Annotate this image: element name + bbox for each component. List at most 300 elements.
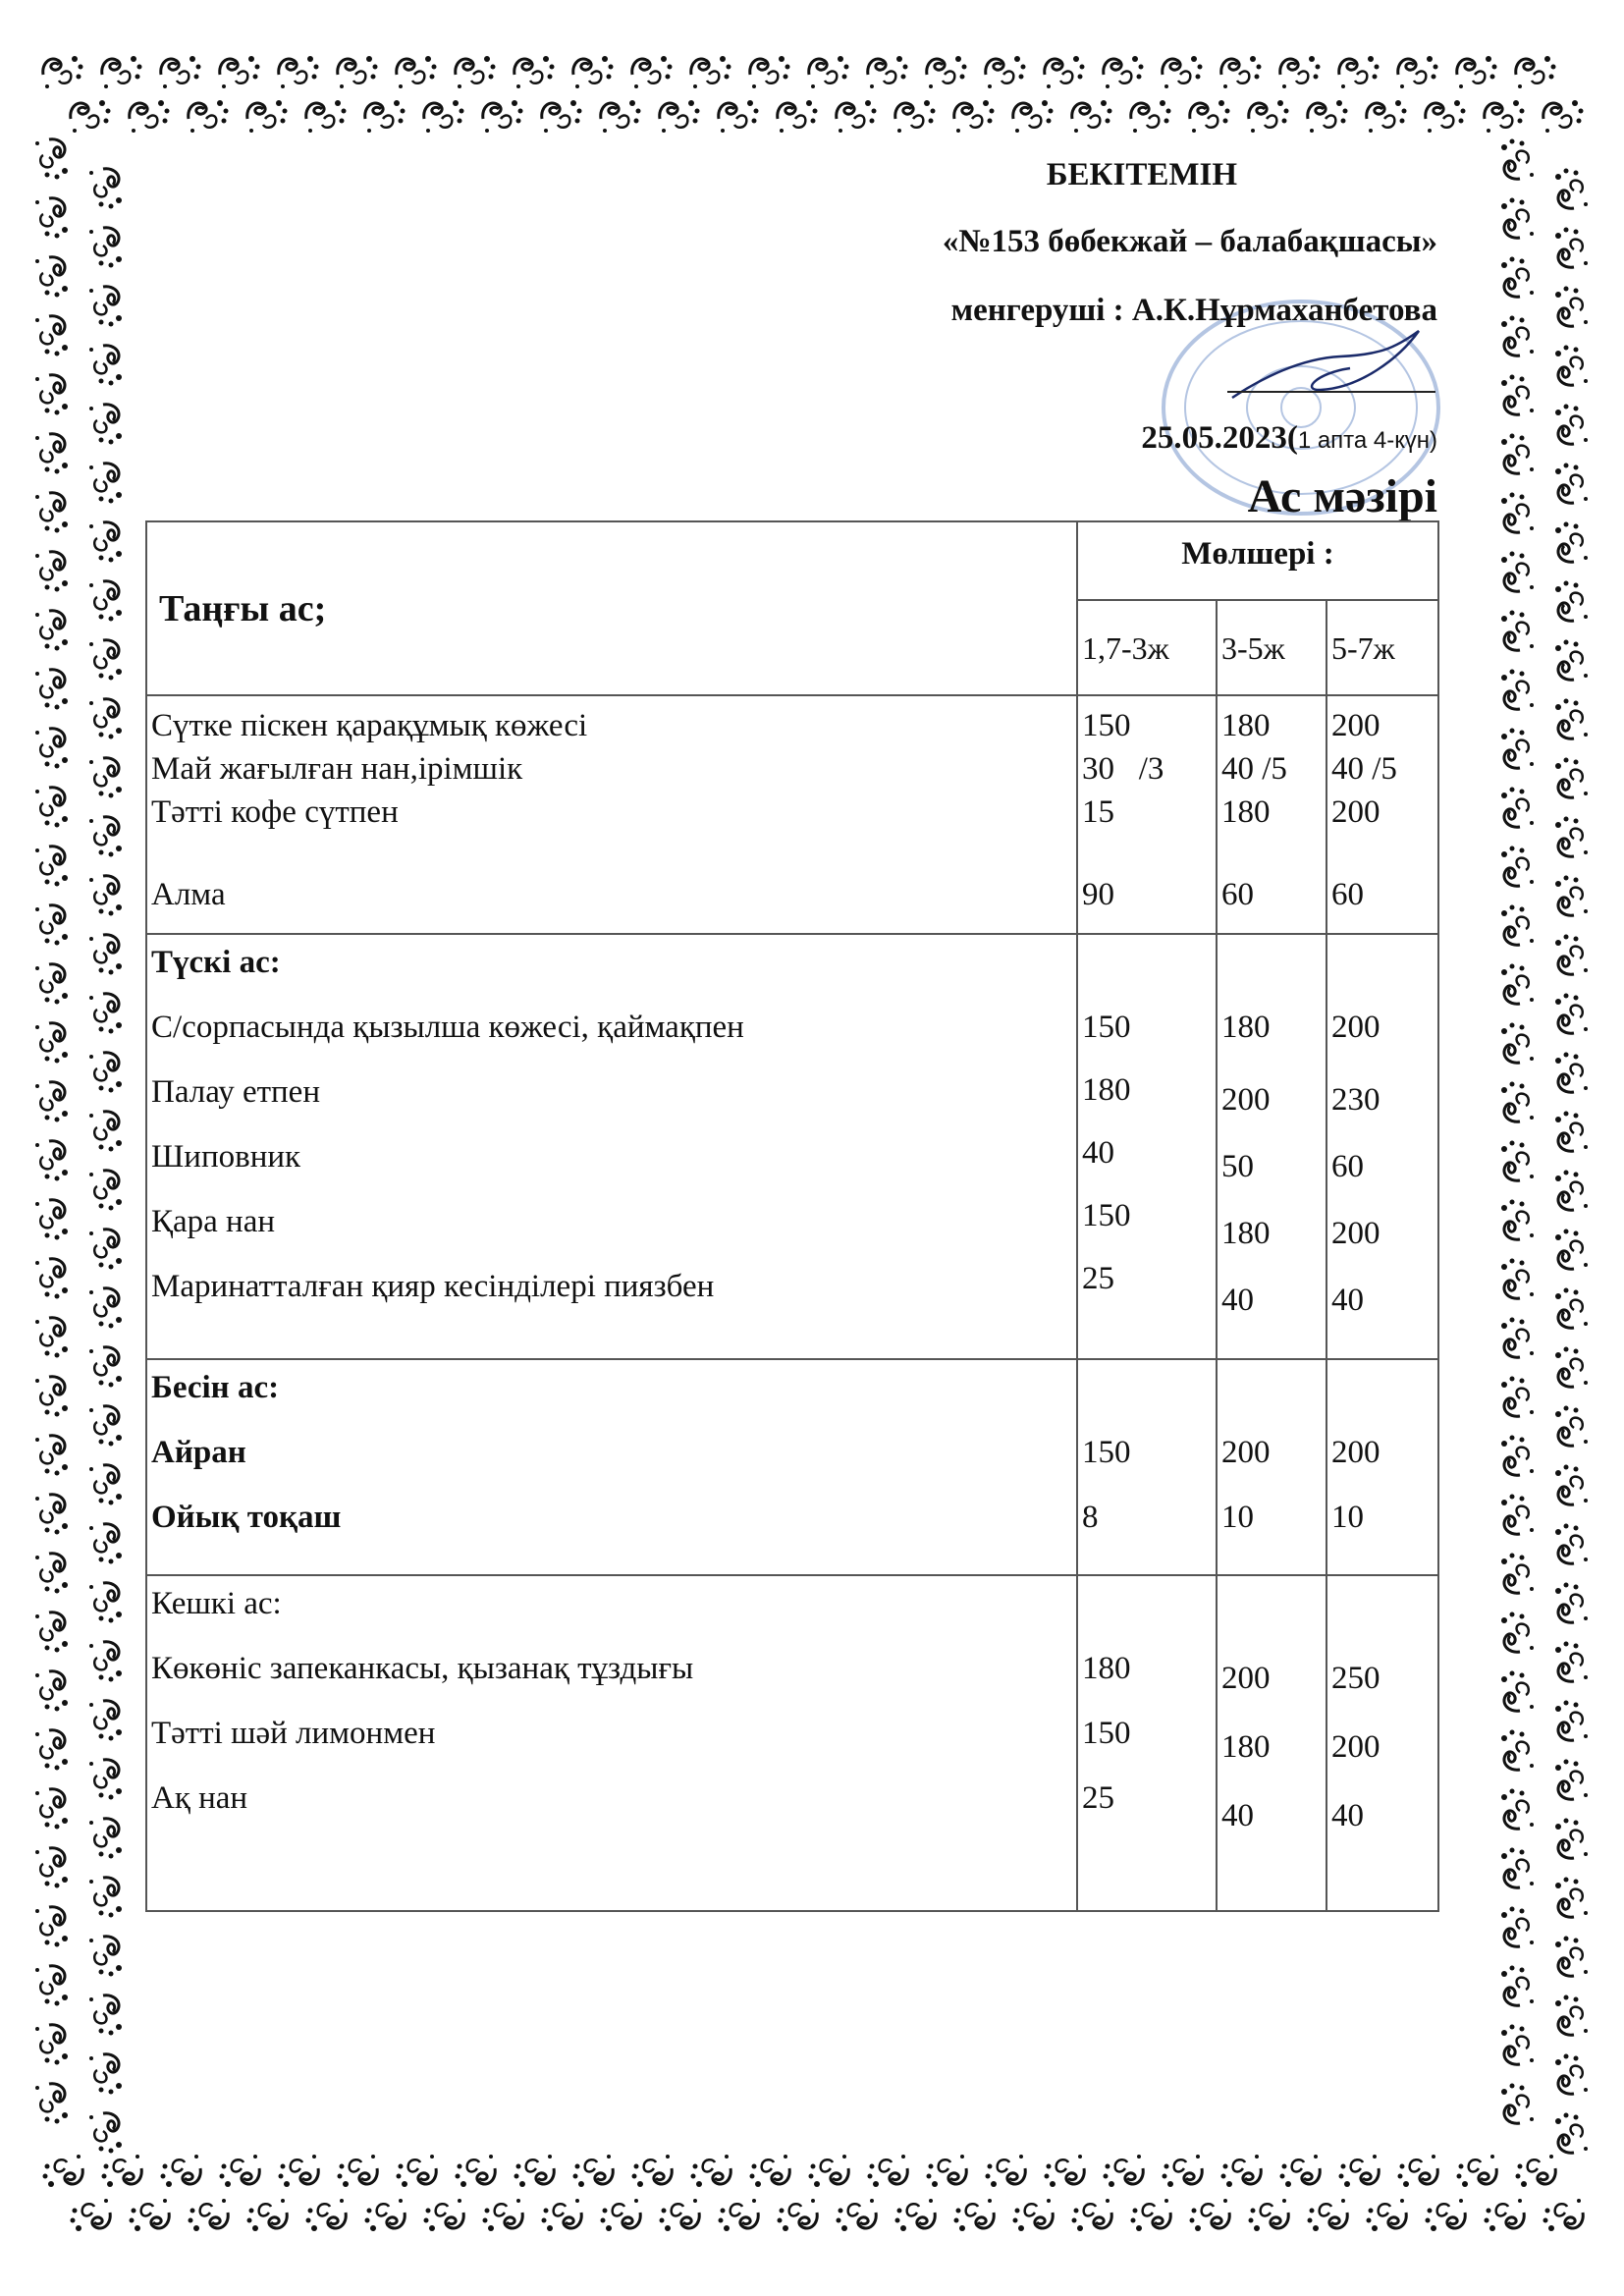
border-ornament — [1249, 2199, 1289, 2231]
signature — [1222, 319, 1448, 417]
border-ornament — [89, 1524, 122, 1564]
amount: 40 — [1331, 1283, 1364, 1318]
approve-label: БЕКІТЕМІН — [1046, 157, 1237, 192]
border-ornament — [1501, 1613, 1534, 1653]
border-ornament — [35, 198, 68, 239]
border-ornament — [247, 2199, 288, 2231]
border-ornament — [1457, 56, 1497, 88]
border-ornament — [71, 100, 111, 133]
breakfast-header: Таңғы ас; — [146, 521, 1077, 695]
border-ornament — [660, 100, 700, 133]
kindergarten-name: «№153 бөбекжай – балабақшасы» — [942, 224, 1437, 259]
border-ornament — [35, 1907, 68, 1947]
amount: 10 — [1221, 1500, 1254, 1535]
border-ornament — [35, 1554, 68, 1594]
amount: 250 — [1331, 1661, 1380, 1696]
border-ornament — [35, 493, 68, 533]
border-ornament — [1013, 100, 1054, 133]
border-ornament — [89, 699, 122, 739]
border-ornament — [35, 1082, 68, 1122]
amount: 230 — [1331, 1082, 1380, 1118]
amount: 180 — [1221, 708, 1271, 743]
border-ornament — [1485, 2199, 1525, 2231]
amount: 40 — [1221, 1283, 1254, 1318]
amount: 150 — [1082, 708, 1131, 743]
border-ornament — [1555, 228, 1588, 268]
border-ornament — [35, 729, 68, 769]
border-ornament — [1555, 1701, 1588, 1741]
border-ornament — [632, 2155, 673, 2187]
amount: 200 — [1331, 794, 1380, 830]
border-ornament — [1555, 2113, 1588, 2154]
border-ornament — [1249, 100, 1289, 133]
dinner-header: Кешкі ас: — [151, 1586, 282, 1621]
amount: 90 — [1082, 877, 1114, 912]
border-ornament — [1555, 1937, 1588, 1977]
border-ornament — [632, 56, 673, 88]
border-ornament — [1501, 1554, 1534, 1594]
border-ornament — [424, 2199, 464, 2231]
amount: 25 — [1082, 1261, 1114, 1296]
border-ornament — [1339, 56, 1380, 88]
menu-date — [1141, 420, 1437, 457]
border-ornament — [1555, 1524, 1588, 1564]
border-ornament — [89, 1583, 122, 1623]
border-ornament — [1280, 56, 1321, 88]
border-ornament — [542, 100, 582, 133]
border-ornament — [89, 1347, 122, 1388]
lunch-amounts-1 — [1077, 934, 1217, 1359]
border-ornament — [837, 100, 877, 133]
border-ornament — [1457, 2155, 1497, 2187]
amount: 10 — [1331, 1500, 1364, 1535]
border-ornament — [927, 2155, 967, 2187]
border-ornament — [868, 2155, 908, 2187]
border-ornament — [1555, 817, 1588, 857]
border-ornament — [1501, 729, 1534, 769]
border-ornament — [279, 56, 319, 88]
border-ornament — [220, 56, 260, 88]
amount: 200 — [1221, 1435, 1271, 1470]
border-ornament — [1555, 1112, 1588, 1152]
dinner-amounts-2 — [1217, 1575, 1326, 1911]
border-ornament — [1501, 1966, 1534, 2006]
border-ornament — [1013, 2199, 1054, 2231]
amount: 60 — [1331, 877, 1364, 912]
border-ornament — [1501, 670, 1534, 710]
amount: 180 — [1221, 794, 1271, 830]
border-ornament — [1555, 1288, 1588, 1329]
border-ornament — [35, 139, 68, 180]
border-ornament — [954, 2199, 995, 2231]
border-ornament — [43, 56, 83, 88]
list-item: Маринатталған қияр кесінділері пиязбен — [151, 1269, 715, 1304]
list-item: Тәтті кофе сүтпен — [151, 794, 399, 830]
border-ornament — [1555, 581, 1588, 622]
breakfast-items — [146, 695, 1077, 934]
border-ornament — [220, 2155, 260, 2187]
border-ornament — [1501, 1730, 1534, 1771]
border-ornament — [35, 1966, 68, 2006]
border-ornament — [1516, 2155, 1556, 2187]
border-ornament — [1104, 56, 1144, 88]
border-ornament — [573, 2155, 614, 2187]
border-ornament — [365, 2199, 406, 2231]
border-ornament — [1555, 1583, 1588, 1623]
border-ornament — [247, 100, 288, 133]
border-ornament — [1367, 100, 1407, 133]
amount: 180 — [1221, 1010, 1271, 1045]
border-ornament — [1501, 1495, 1534, 1535]
border-ornament — [89, 1937, 122, 1977]
border-ornament — [1072, 2199, 1112, 2231]
border-ornament — [1190, 100, 1230, 133]
border-ornament — [35, 1789, 68, 1830]
border-ornament — [89, 228, 122, 268]
border-ornament — [483, 2199, 523, 2231]
border-ornament — [1501, 552, 1534, 592]
breakfast-amounts-2 — [1217, 695, 1326, 934]
border-ornament — [1501, 139, 1534, 180]
border-ornament — [365, 100, 406, 133]
week-day-note: 1 апта 4-күн) — [1297, 427, 1437, 454]
head-of-kindergarten: менгеруші : А.К.Нұрмаханбетова — [950, 293, 1437, 328]
breakfast-section — [146, 695, 1438, 934]
border-ornament — [573, 56, 614, 88]
amount: 40 — [1082, 1135, 1114, 1171]
border-ornament — [719, 100, 759, 133]
border-ornament — [1501, 1907, 1534, 1947]
dinner-amounts-1 — [1077, 1575, 1217, 1911]
border-ornament — [1543, 100, 1584, 133]
border-ornament — [35, 1318, 68, 1358]
border-ornament — [1339, 2155, 1380, 2187]
border-ornament — [35, 2025, 68, 2065]
border-ornament — [1501, 1848, 1534, 1888]
amount: 200 — [1221, 1082, 1271, 1118]
border-ornament — [601, 2199, 641, 2231]
border-ornament — [868, 56, 908, 88]
border-ornament — [1543, 2199, 1584, 2231]
amount: 180 — [1221, 1216, 1271, 1251]
list-item: Ойық тоқаш — [151, 1500, 342, 1535]
border-ornament — [954, 100, 995, 133]
border-ornament — [1555, 1642, 1588, 1682]
border-ornament — [35, 1141, 68, 1181]
border-ornament — [89, 2054, 122, 2095]
border-ornament — [1501, 611, 1534, 651]
dinner-amounts-3 — [1326, 1575, 1438, 1911]
border-ornament — [89, 1112, 122, 1152]
border-ornament — [1308, 2199, 1348, 2231]
list-item: Айран — [151, 1435, 246, 1470]
snack-items — [146, 1359, 1077, 1575]
border-ornament — [1398, 56, 1438, 88]
border-ornament — [1555, 1465, 1588, 1505]
amount: 180 — [1221, 1729, 1271, 1765]
border-ornament — [660, 2199, 700, 2231]
amount: 40 /5 — [1331, 751, 1397, 787]
border-ornament — [35, 1200, 68, 1240]
border-ornament — [1555, 1406, 1588, 1447]
border-ornament — [1555, 287, 1588, 327]
border-ornament — [514, 56, 555, 88]
border-ornament — [189, 100, 229, 133]
border-ornament — [1501, 788, 1534, 828]
snack-amounts-1 — [1077, 1359, 1217, 1575]
border-ornament — [1501, 1082, 1534, 1122]
border-ornament — [35, 1023, 68, 1064]
border-ornament — [35, 847, 68, 887]
border-ornament — [89, 1701, 122, 1741]
snack-section — [146, 1359, 1438, 1575]
border-ornament — [130, 100, 170, 133]
border-ornament — [35, 905, 68, 946]
border-ornament — [1163, 2155, 1203, 2187]
border-ornament — [35, 1848, 68, 1888]
border-ornament — [279, 2155, 319, 2187]
amount: 150 — [1082, 1716, 1131, 1751]
border-ornament — [809, 56, 849, 88]
dinner-items — [146, 1575, 1077, 1911]
border-ornament — [306, 2199, 347, 2231]
border-ornament — [1072, 100, 1112, 133]
amount: 60 — [1221, 877, 1254, 912]
border-ornament — [189, 2199, 229, 2231]
amount: 40 — [1221, 1798, 1254, 1833]
border-ornament — [1501, 198, 1534, 239]
border-ornament — [750, 56, 790, 88]
list-item: Тәтті шәй лимонмен — [151, 1716, 436, 1751]
border-ornament — [691, 2155, 731, 2187]
border-ornament — [89, 1760, 122, 1800]
border-ornament — [1280, 2155, 1321, 2187]
border-ornament — [1501, 375, 1534, 415]
amount: 15 — [1082, 794, 1114, 830]
amount: 200 — [1331, 1216, 1380, 1251]
border-ornament — [927, 56, 967, 88]
border-ornament — [89, 994, 122, 1034]
border-ornament — [35, 434, 68, 474]
amount: 150 — [1082, 1198, 1131, 1233]
menu-title: Ас мәзірі — [1247, 470, 1437, 522]
amount: 25 — [1082, 1780, 1114, 1816]
border-ornament — [1555, 1819, 1588, 1859]
list-item: Ақ нан — [151, 1780, 248, 1816]
border-ornament — [456, 56, 496, 88]
border-ornament — [1555, 1171, 1588, 1211]
border-ornament — [1485, 100, 1525, 133]
border-ornament — [35, 611, 68, 651]
border-ornament — [1501, 847, 1534, 887]
snack-amounts-2 — [1217, 1359, 1326, 1575]
snack-amounts-3 — [1326, 1359, 1438, 1575]
border-ornament — [43, 2155, 83, 2187]
border-ornament — [161, 56, 201, 88]
border-ornament — [1555, 522, 1588, 563]
border-ornament — [35, 670, 68, 710]
lunch-amounts-3 — [1326, 934, 1438, 1359]
border-ornament — [1555, 1053, 1588, 1093]
list-item: Көкөніс запеканкасы, қызанақ тұздығы — [151, 1651, 694, 1686]
border-ornament — [1398, 2155, 1438, 2187]
border-ornament — [514, 2155, 555, 2187]
border-ornament — [1131, 2199, 1171, 2231]
border-ornament — [778, 100, 818, 133]
border-ornament — [338, 56, 378, 88]
border-ornament — [986, 56, 1026, 88]
border-ornament — [89, 1878, 122, 1918]
amount: 200 — [1331, 1010, 1380, 1045]
border-ornament — [338, 2155, 378, 2187]
border-ornament — [89, 935, 122, 975]
border-ornament — [1501, 2084, 1534, 2124]
border-ornament — [1555, 405, 1588, 445]
age-group-1: 1,7-3ж — [1077, 600, 1217, 695]
border-ornament — [35, 1436, 68, 1476]
border-ornament — [89, 1230, 122, 1270]
border-ornament — [1501, 1200, 1534, 1240]
snack-header: Бесін ас: — [151, 1370, 280, 1405]
border-ornament — [89, 1819, 122, 1859]
border-ornament — [161, 2155, 201, 2187]
date-value: 25.05.2023( — [1141, 420, 1298, 456]
border-ornament — [35, 316, 68, 356]
border-ornament — [778, 2199, 818, 2231]
border-ornament — [1555, 935, 1588, 975]
list-item: Қара нан — [151, 1204, 276, 1239]
border-ornament — [71, 2199, 111, 2231]
list-item: Май жағылған нан,ірімшік — [151, 751, 523, 787]
border-ornament — [89, 1642, 122, 1682]
amount: 200 — [1221, 1661, 1271, 1696]
border-ornament — [1501, 1377, 1534, 1417]
border-ornament — [1501, 964, 1534, 1005]
border-ornament — [89, 876, 122, 916]
border-ornament — [719, 2199, 759, 2231]
border-ornament — [1555, 1760, 1588, 1800]
list-item: Шиповник — [151, 1139, 301, 1175]
border-ornament — [35, 1671, 68, 1712]
border-ornament — [1555, 876, 1588, 916]
border-ornament — [1501, 493, 1534, 533]
border-ornament — [1131, 100, 1171, 133]
lunch-items — [146, 934, 1077, 1359]
border-ornament — [895, 100, 936, 133]
menu-table — [145, 520, 1439, 1912]
amount: 180 — [1082, 1651, 1131, 1686]
border-ornament — [1516, 56, 1556, 88]
list-item: Алма — [151, 877, 226, 912]
border-ornament — [1555, 994, 1588, 1034]
amount: 200 — [1331, 1435, 1380, 1470]
border-ornament — [1555, 1347, 1588, 1388]
lunch-header: Түскі ас: — [151, 945, 281, 980]
border-ornament — [35, 1613, 68, 1653]
border-ornament — [1555, 346, 1588, 386]
list-item: С/сорпасында қызылша көжесі, қаймақпен — [151, 1010, 744, 1045]
border-ornament — [89, 581, 122, 622]
border-ornament — [35, 1730, 68, 1771]
border-ornament — [35, 1495, 68, 1535]
border-ornament — [1367, 2199, 1407, 2231]
border-ornament — [1555, 699, 1588, 739]
amount: 50 — [1221, 1149, 1254, 1184]
amount: 60 — [1331, 1149, 1364, 1184]
border-ornament — [1426, 100, 1466, 133]
amount: 200 — [1331, 708, 1380, 743]
border-ornament — [1045, 2155, 1085, 2187]
border-ornament — [35, 1377, 68, 1417]
border-ornament — [102, 2155, 142, 2187]
border-ornament — [130, 2199, 170, 2231]
border-ornament — [89, 169, 122, 209]
border-ornament — [306, 100, 347, 133]
amount: 180 — [1082, 1072, 1131, 1108]
border-ornament — [691, 56, 731, 88]
border-ornament — [1190, 2199, 1230, 2231]
border-ornament — [986, 2155, 1026, 2187]
border-ornament — [1555, 169, 1588, 209]
border-ornament — [397, 2155, 437, 2187]
border-ornament — [1555, 2054, 1588, 2095]
border-ornament — [35, 788, 68, 828]
border-ornament — [1501, 905, 1534, 946]
border-ornament — [1501, 1436, 1534, 1476]
age-group-2: 3-5ж — [1217, 600, 1326, 695]
border-ornament — [1104, 2155, 1144, 2187]
border-ornament — [750, 2155, 790, 2187]
border-ornament — [35, 375, 68, 415]
border-ornament — [1501, 1318, 1534, 1358]
border-ornament — [1426, 2199, 1466, 2231]
border-ornament — [89, 1053, 122, 1093]
border-ornament — [1163, 56, 1203, 88]
border-ornament — [1501, 1671, 1534, 1712]
border-ornament — [1555, 1230, 1588, 1270]
border-ornament — [89, 2113, 122, 2154]
list-item: Сүтке піскен қарақұмық көжесі — [151, 708, 588, 743]
amount: 150 — [1082, 1435, 1131, 1470]
border-ornament — [89, 1995, 122, 2036]
amount: 40 /5 — [1221, 751, 1287, 787]
amount: 150 — [1082, 1010, 1131, 1045]
border-ornament — [1045, 56, 1085, 88]
border-ornament — [89, 287, 122, 327]
border-ornament — [89, 1171, 122, 1211]
amount: 200 — [1331, 1729, 1380, 1765]
border-ornament — [1501, 1259, 1534, 1299]
border-ornament — [483, 100, 523, 133]
amount-header: Мөлшері : — [1077, 521, 1438, 600]
border-ornament — [102, 56, 142, 88]
lunch-section — [146, 934, 1438, 1359]
border-ornament — [601, 100, 641, 133]
border-ornament — [1501, 1141, 1534, 1181]
age-group-3: 5-7ж — [1326, 600, 1438, 695]
border-ornament — [1501, 2025, 1534, 2065]
amount: 30 /3 — [1082, 751, 1164, 787]
border-ornament — [89, 464, 122, 504]
border-ornament — [35, 964, 68, 1005]
border-ornament — [1501, 257, 1534, 298]
border-ornament — [89, 817, 122, 857]
border-ornament — [89, 1406, 122, 1447]
border-ornament — [35, 2084, 68, 2124]
border-ornament — [1501, 434, 1534, 474]
list-item: Палау етпен — [151, 1074, 320, 1110]
breakfast-amounts-1 — [1077, 695, 1217, 934]
